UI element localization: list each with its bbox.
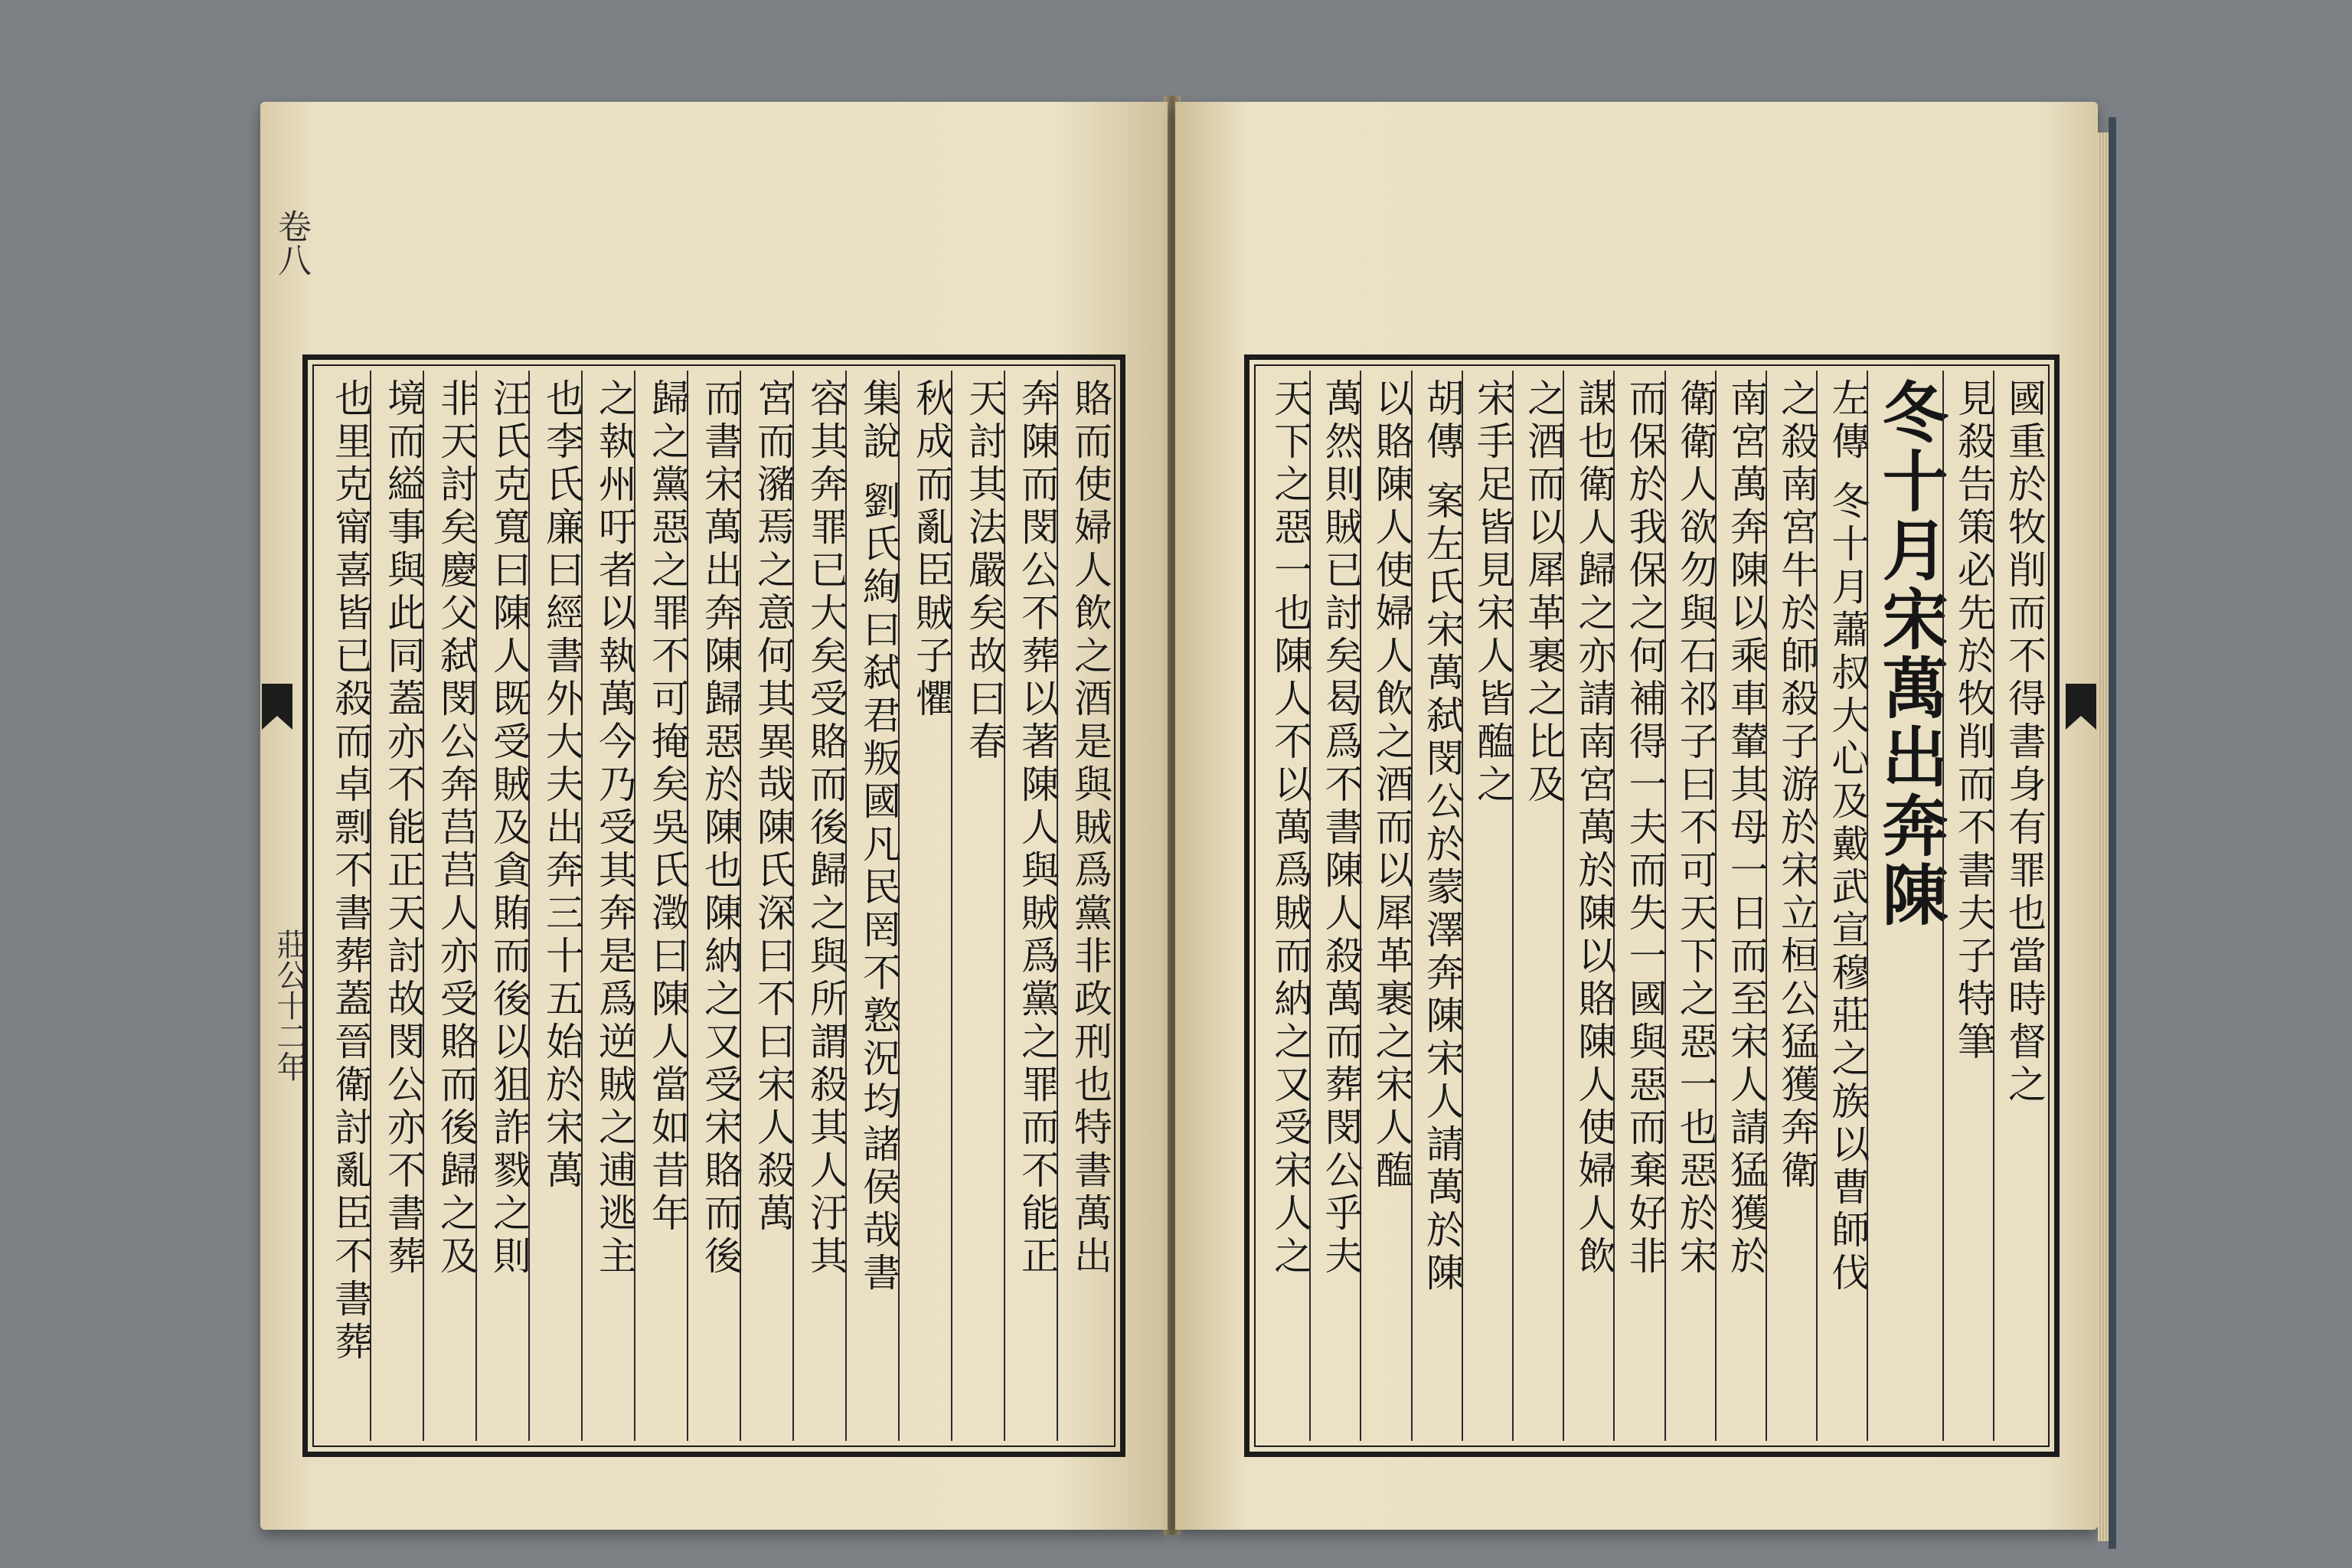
right-text-column: 衛衛人欲勿與石祁子曰不可天下之惡一也惡於宋: [1664, 371, 1715, 1441]
left-year-marker: 莊公十二年: [272, 929, 307, 1082]
left-text-column: 汪氏克寬曰陳人既受賊及貪賄而後以狙詐戮之則: [475, 371, 528, 1441]
left-text-columns: [318, 371, 1112, 1441]
left-running-head: 卷八: [272, 209, 311, 276]
right-text-column: 見殺告策必先於牧削而不書夫子特筆: [1942, 371, 1993, 1441]
right-text-column: 左傳 冬十月蕭叔大心及戴武宣穆莊之族以曹師伐: [1816, 371, 1867, 1441]
left-text-column: 宮而瀦焉之意何其異哉陳氏深曰不曰宋人殺萬: [740, 371, 792, 1441]
right-text-column: 宋手足皆見宋人皆醢之: [1462, 371, 1512, 1441]
right-text-column: 以賂陳人使婦人飲之酒而以犀革裹之宋人醢: [1360, 371, 1410, 1441]
fish-tail-mark: [2066, 684, 2096, 730]
right-page: [1175, 102, 2098, 1530]
left-text-column: 非天討矣慶父弑閔公奔莒莒人亦受賂而後歸之及: [423, 371, 475, 1441]
right-text-column: 謀也衛人歸之亦請南宮萬於陳以賂陳人使婦人飲: [1563, 371, 1613, 1441]
right-text-columns: [1260, 371, 2047, 1441]
left-text-column: 之執州吁者以執萬今乃受其奔是爲逆賊之逋逃主: [581, 371, 634, 1441]
right-text-column: 國重於牧削而不得書身有罪也當時督之: [1993, 371, 2043, 1441]
right-text-column: 之殺南宮牛於師殺子游於宋立桓公猛獲奔衛: [1766, 371, 1816, 1441]
left-text-column: 也李氏廉曰經書外大夫出奔三十五始於宋萬: [528, 371, 581, 1441]
left-text-column: 秋成而亂臣賊子懼: [898, 371, 951, 1441]
left-text-column: 而書宋萬出奔陳歸惡於陳也陳納之又受宋賂而後: [687, 371, 740, 1441]
right-text-column: 之酒而以犀革裹之比及: [1512, 371, 1563, 1441]
right-text-column: 萬然則賊已討矣曷爲不書陳人殺萬而葬閔公乎夫: [1309, 371, 1360, 1441]
left-page: [260, 102, 1168, 1530]
left-text-column: 歸之黨惡之罪不可掩矣吳氏澂曰陳人當如昔年: [634, 371, 687, 1441]
left-text-frame: [302, 354, 1125, 1457]
left-text-column: 境而縊事與此同蓋亦不能正天討故閔公亦不書葬: [370, 371, 423, 1441]
left-text-column: 天討其法嚴矣故曰春: [951, 371, 1004, 1441]
left-text-column: 也里克甯喜皆已殺而卓剽不書葬蓋晉衛討亂臣不書葬: [328, 378, 373, 1364]
left-text-column: 賂而使婦人飲之酒是與賊爲黨非政刑也特書萬出: [1057, 371, 1109, 1441]
right-text-column: 而保於我保之何補得一夫而失一國與惡而棄好非: [1613, 371, 1664, 1441]
left-text-column: 集說 劉氏絢曰弑君叛國凡民罔不憝況均諸侯哉書: [845, 371, 898, 1441]
right-text-column: 天下之惡一也陳人不以萬爲賊而納之又受宋人之: [1268, 378, 1313, 1279]
right-text-frame: [1244, 354, 2060, 1457]
book-cover-edge: [2109, 117, 2116, 1549]
open-book: [260, 80, 2098, 1539]
entry-title: 冬十月宋萬出奔陳: [1867, 371, 1942, 1441]
left-text-column: 奔陳而閔公不葬以著陳人與賊爲黨之罪而不能正: [1004, 371, 1057, 1441]
fish-tail-mark: [262, 684, 292, 730]
right-text-column: 胡傳 案左氏宋萬弑閔公於蒙澤奔陳宋人請萬於陳: [1411, 371, 1462, 1441]
right-text-column: 南宮萬奔陳以乘車輦其母一日而至宋人請猛獲於: [1715, 371, 1766, 1441]
left-text-column: 容其奔罪已大矣受賂而後歸之與所謂殺其人汙其: [792, 371, 845, 1441]
